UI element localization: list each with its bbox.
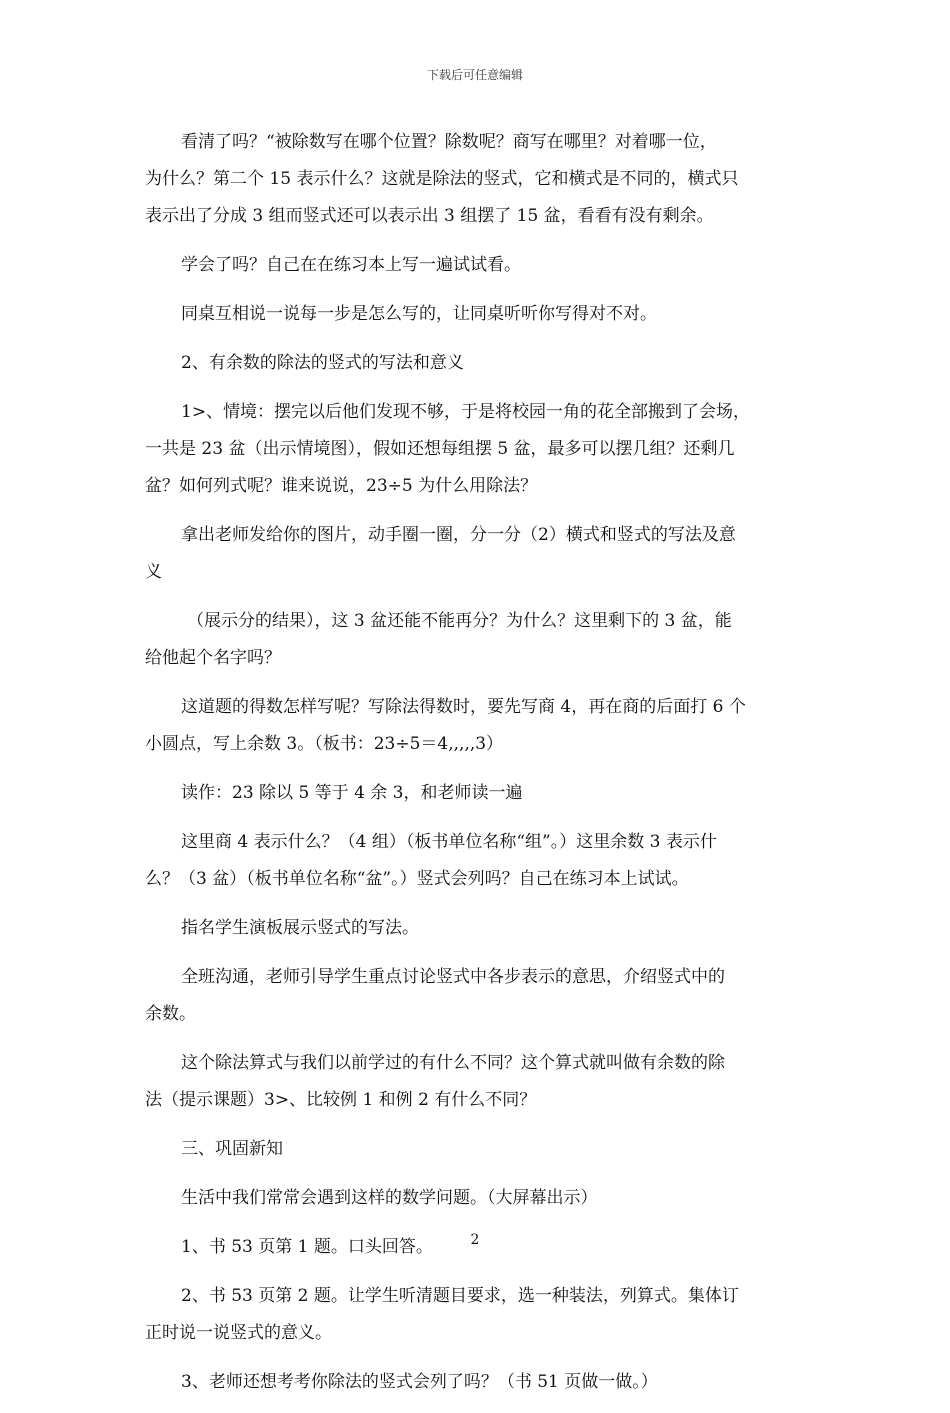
paragraph-line: 生活中我们常常会遇到这样的数学问题。（大屏幕出示） — [181, 1188, 598, 1208]
paragraph-line: 表示出了分成 3 组而竖式还可以表示出 3 组摆了 15 盆，看看有没有剩余。 — [145, 206, 714, 226]
paragraph-line: 看清了吗？“被除数写在哪个位置？除数呢？商写在哪里？对着哪一位， — [181, 132, 717, 152]
paragraph-2 — [145, 247, 813, 284]
paragraph-11 — [145, 910, 813, 947]
section-heading-2 — [145, 345, 813, 382]
paragraph-line: 3、老师还想考考你除法的竖式会列了吗？（书 51 页做一做。） — [181, 1372, 658, 1392]
paragraph-line: 盆？如何列式呢？谁来说说，23÷5 为什么用除法？ — [145, 476, 538, 496]
exercise-2 — [145, 1278, 813, 1352]
paragraph-line: 为什么？第二个 15 表示什么？这就是除法的竖式，它和横式是不同的，横式只 — [145, 169, 739, 189]
paragraph-line: 三、巩固新知 — [181, 1139, 283, 1159]
paragraph-line: 2、书 53 页第 2 题。让学生听清题目要求，选一种装法，列算式。集体订 — [181, 1286, 739, 1306]
paragraph-line: 1、书 53 页第 1 题。口头回答。 — [181, 1237, 433, 1257]
paragraph-line: 给他起个名字吗？ — [145, 648, 281, 668]
paragraph-line: 这道题的得数怎样写呢？写除法得数时，要先写商 4，再在商的后面打 6 个 — [181, 697, 746, 717]
paragraph-line: 1>、情境：摆完以后他们发现不够，于是将校园一角的花全部搬到了会场， — [181, 402, 751, 422]
page-number: 2 — [470, 1232, 480, 1248]
paragraph-12 — [145, 959, 813, 1033]
section-heading-3 — [145, 1131, 813, 1168]
paragraph-line: 义 — [145, 562, 162, 582]
paragraph-line: （展示分的结果），这 3 盆还能不能再分？为什么？这里剩下的 3 盆，能 — [187, 611, 732, 631]
paragraph-line: 拿出老师发给你的图片，动手圈一圈，分一分（2）横式和竖式的写法及意 — [181, 525, 736, 545]
paragraph-15 — [145, 1180, 813, 1217]
paragraph-line: 法（提示课题）3>、比较例 1 和例 2 有什么不同？ — [145, 1090, 537, 1110]
paragraph-line: 2、有余数的除法的竖式的写法和意义 — [181, 353, 464, 373]
paragraph-line: 正时说一说竖式的意义。 — [145, 1323, 332, 1343]
paragraph-line: 一共是 23 盆（出示情境图），假如还想每组摆 5 盆，最多可以摆几组？还剩几 — [145, 439, 735, 459]
paragraph-9 — [145, 775, 813, 812]
paragraph-line: 这个除法算式与我们以前学过的有什么不同？这个算式就叫做有余数的除 — [181, 1053, 725, 1073]
paragraph-7 — [145, 603, 813, 677]
paragraph-line: 全班沟通，老师引导学生重点讨论竖式中各步表示的意思，介绍竖式中的 — [181, 967, 725, 987]
paragraph-line: 余数。 — [145, 1004, 196, 1024]
paragraph-line: 读作：23 除以 5 等于 4 余 3，和老师读一遍 — [181, 783, 523, 803]
exercise-3 — [145, 1364, 813, 1401]
paragraph-8 — [145, 689, 813, 763]
page-header: 下载后可任意编辑 — [426, 68, 523, 82]
paragraph-13 — [145, 1045, 813, 1119]
paragraph-line: 小圆点，写上余数 3。（板书：23÷5＝4,,,,,3） — [145, 734, 504, 754]
paragraph-1 — [145, 124, 813, 235]
paragraph-line: 么？（3 盆）（板书单位名称“盆”。）竖式会列吗？自己在练习本上试试。 — [145, 869, 689, 889]
paragraph-3 — [145, 296, 813, 333]
paragraph-line: 指名学生演板展示竖式的写法。 — [181, 918, 419, 938]
paragraph-line: 学会了吗？自己在在练习本上写一遍试试看。 — [181, 255, 521, 275]
paragraph-6 — [145, 517, 813, 591]
paragraph-line: 这里商 4 表示什么？（4 组）（板书单位名称“组”。）这里余数 3 表示什 — [181, 832, 717, 852]
document-body — [145, 124, 813, 1413]
paragraph-5 — [145, 394, 813, 505]
paragraph-line: 同桌互相说一说每一步是怎么写的，让同桌听听你写得对不对。 — [181, 304, 657, 324]
paragraph-10 — [145, 824, 813, 898]
